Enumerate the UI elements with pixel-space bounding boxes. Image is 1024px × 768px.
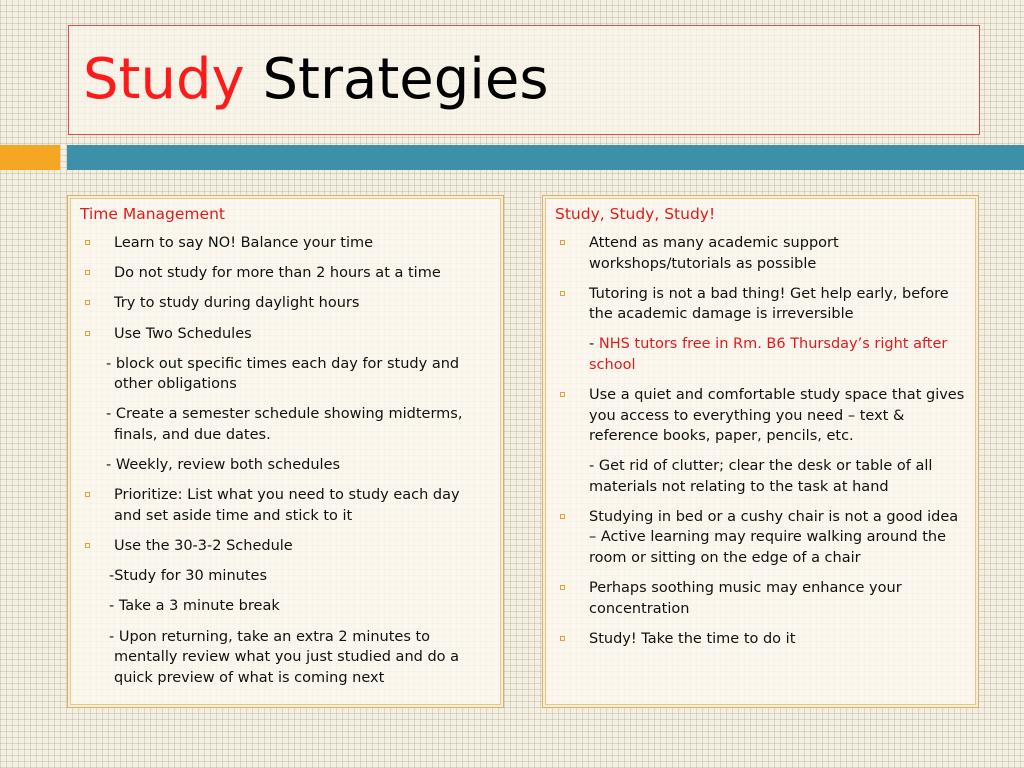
list-item: Learn to say NO! Balance your time	[80, 233, 491, 254]
nhs-tutors-note: NHS tutors free in Rm. B6 Thursday’s right after school	[589, 336, 948, 373]
accent-bar-orange	[0, 145, 60, 170]
list-sub-item: - Create a semester schedule showing midterms, finals, and due dates.	[106, 406, 463, 443]
list-sub-item: - Get rid of clutter; clear the desk or table of all materials not relating to the task at hand	[589, 458, 933, 495]
list-item: Attend as many academic support workshops/tutorials as possible	[555, 233, 966, 274]
list-sub-item: -Study for 30 minutes	[109, 568, 268, 585]
title-word-study: Study	[83, 47, 245, 112]
list-item: Use Two Schedules	[80, 324, 491, 345]
list-sub-item: - Weekly, review both schedules	[106, 457, 341, 474]
accent-bar-blue	[67, 145, 1024, 170]
study-heading: Study, Study, Study!	[555, 205, 716, 223]
list-sub-item: - block out specific times each day for study and other obligations	[106, 355, 460, 393]
list-item: Prioritize: List what you need to study each day and set aside time and stick to it	[80, 485, 491, 526]
list-item: Use a quiet and comfortable study space that gives you access to everything you need – text & reference books, paper, pencils, etc.	[555, 385, 966, 447]
list-sub-item: - Upon returning, take an extra 2 minutes to mentally review what you just studied and do a quick preview of what is coming next	[109, 628, 460, 686]
slide-title	[83, 48, 549, 112]
list-item: Try to study during daylight hours	[80, 293, 491, 314]
list-item: Studying in bed or a cushy chair is not a good idea – Active learning may require walking around the room or sitting on the edge of a chair	[555, 507, 966, 569]
time-management-heading: Time Management	[80, 205, 225, 223]
list-item: Tutoring is not a bad thing! Get help early, before the academic damage is irreversible	[555, 284, 966, 325]
list-item: Perhaps soothing music may enhance your concentration	[555, 578, 966, 619]
time-management-list	[80, 233, 491, 688]
study-panel	[542, 195, 979, 708]
list-item: Use the 30-3-2 Schedule	[80, 536, 491, 557]
list-item: Study! Take the time to do it	[555, 629, 966, 650]
dash-prefix: -	[589, 336, 599, 353]
title-box	[68, 25, 980, 135]
time-management-panel	[67, 195, 504, 708]
study-list	[555, 233, 966, 649]
title-word-strategies: Strategies	[262, 47, 549, 112]
list-sub-item	[555, 334, 966, 375]
list-item: Do not study for more than 2 hours at a time	[80, 263, 491, 284]
list-sub-item: - Take a 3 minute break	[109, 598, 280, 615]
